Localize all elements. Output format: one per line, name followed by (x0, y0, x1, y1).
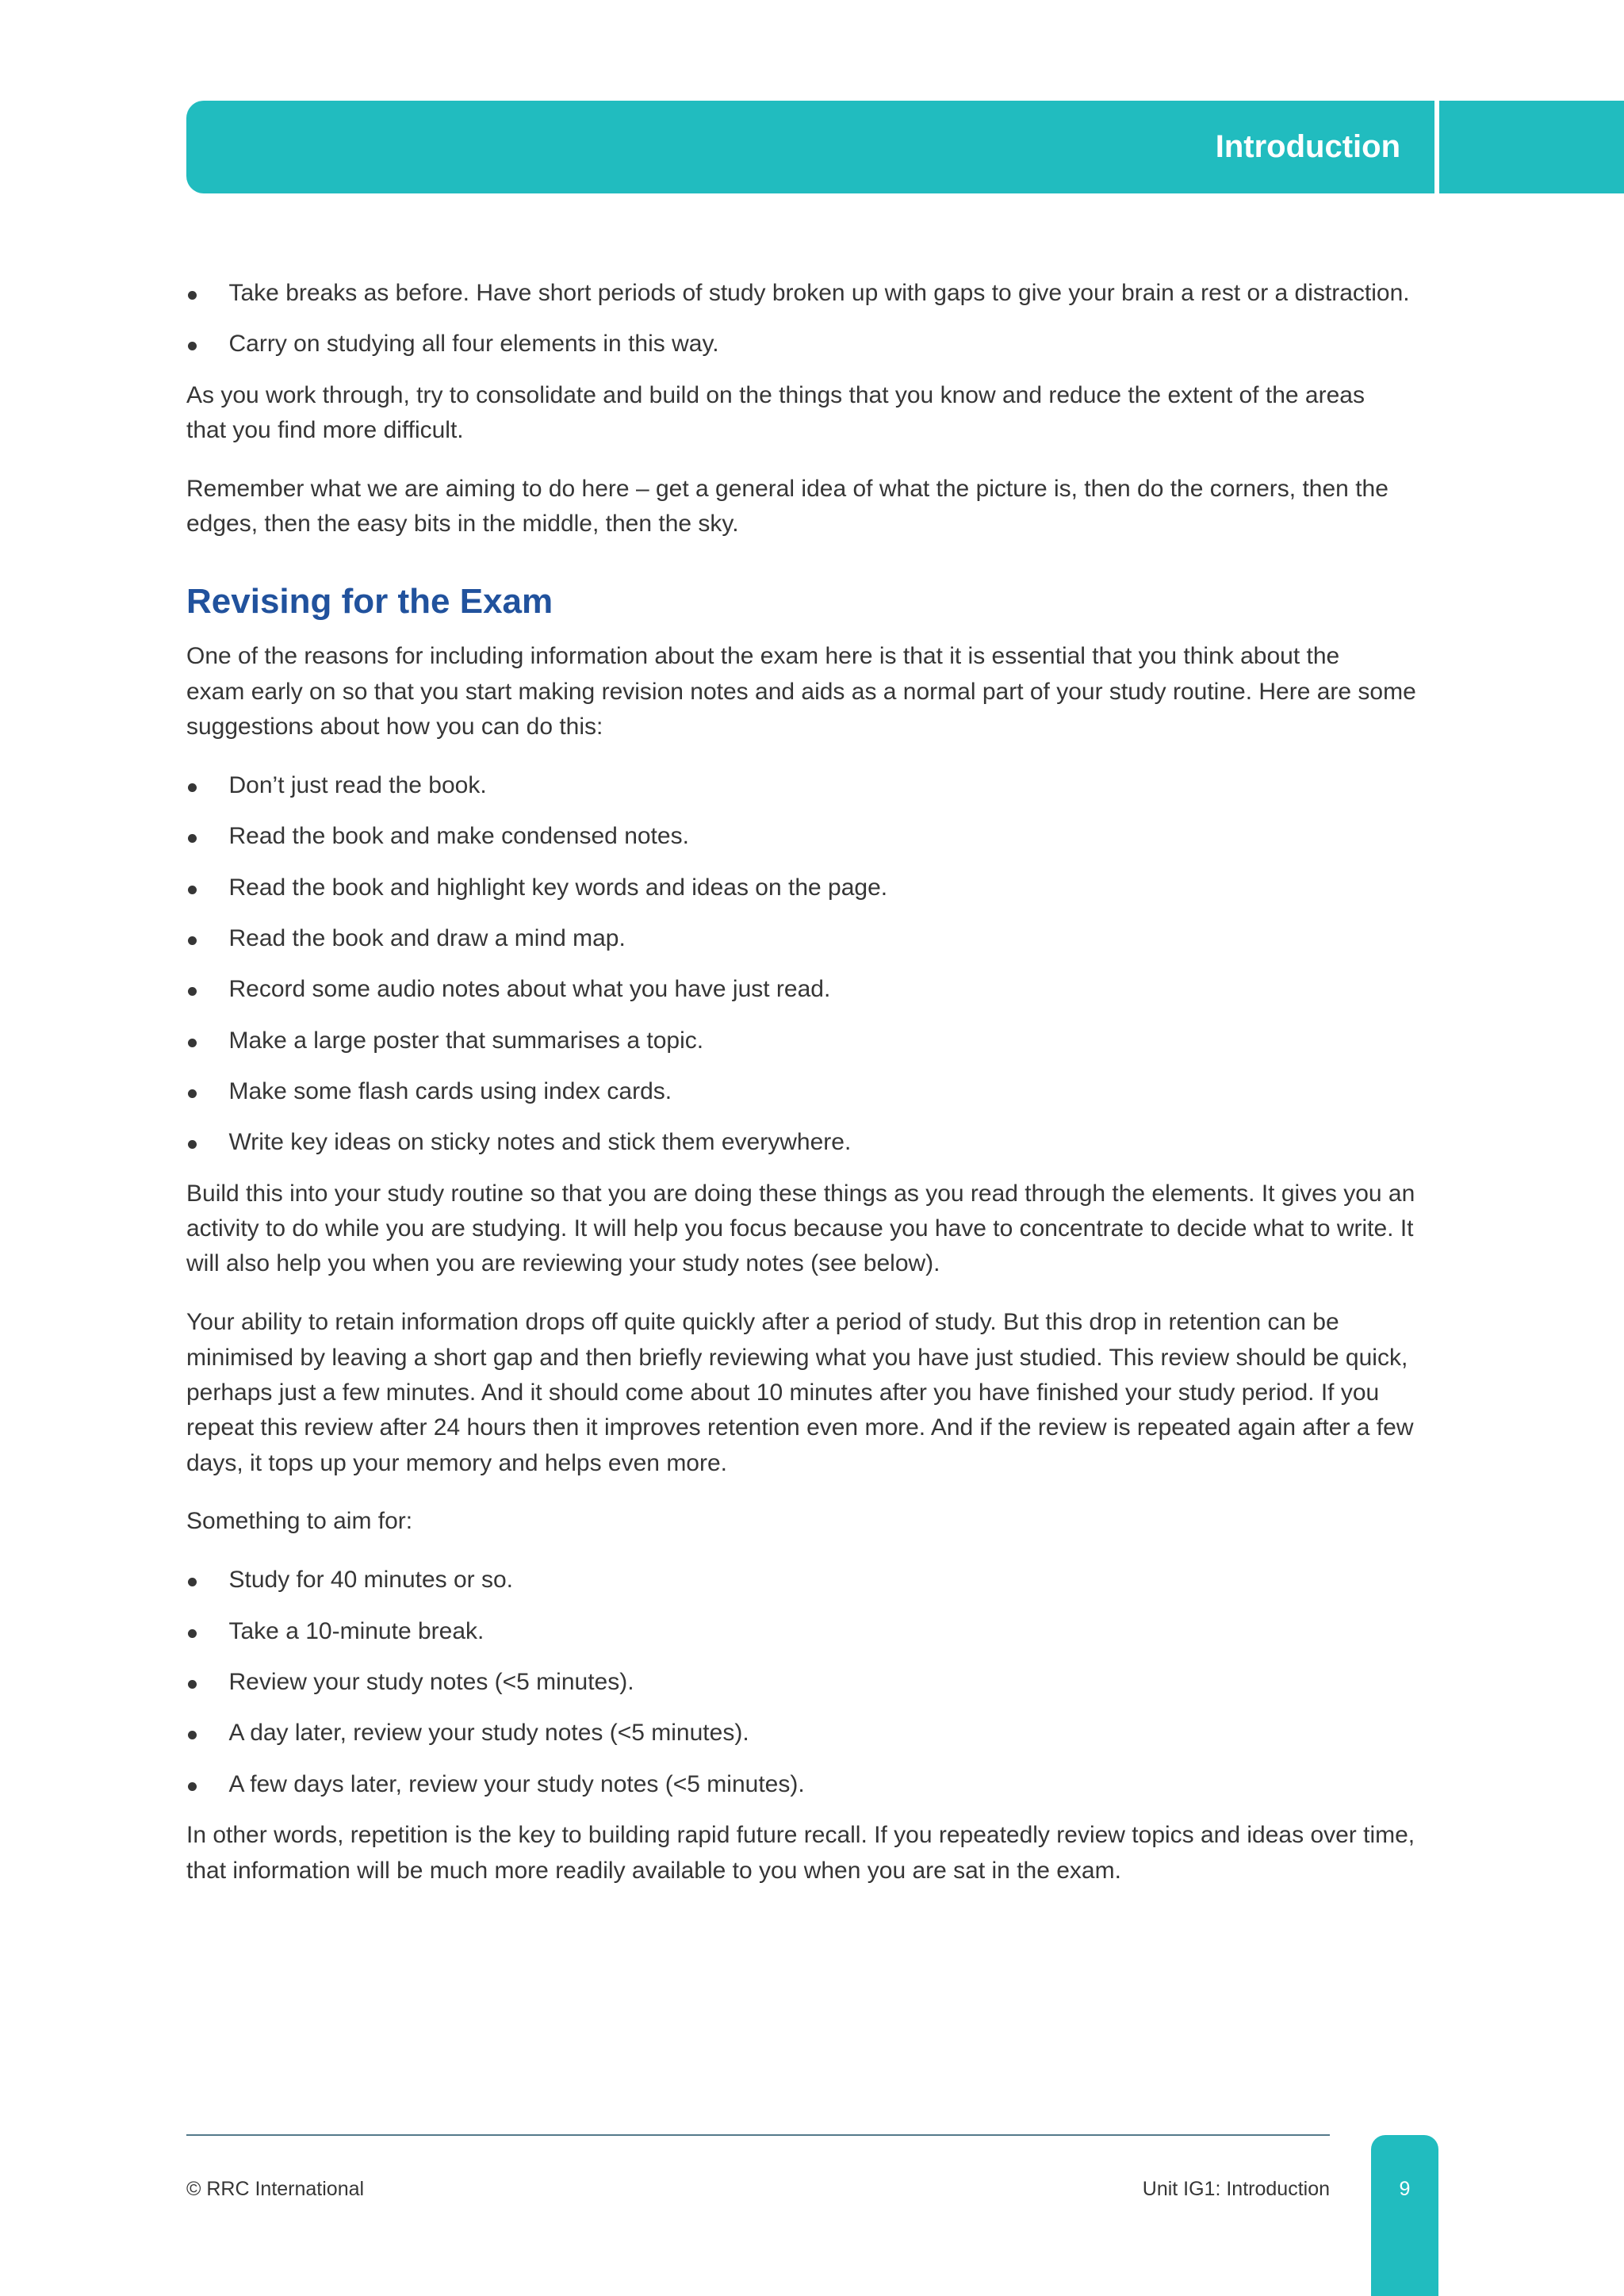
list-item (186, 1563, 1435, 1598)
page-number-tab (1371, 2135, 1438, 2296)
list-item-text: Make a large poster that summarises a topic. (228, 1027, 704, 1054)
list-item-text: Review your study notes (<5 minutes). (228, 1669, 634, 1696)
list-item-text: Read the book and draw a mind map. (228, 924, 626, 951)
list-item (186, 1074, 1435, 1109)
list-item (186, 871, 1435, 905)
unit-label: Unit IG1: Introduction (1142, 2178, 1330, 2200)
bullet-dot-icon (188, 936, 197, 945)
list-item (186, 972, 1435, 1007)
list-item (186, 327, 1435, 362)
list-item (186, 819, 1435, 854)
bullet-dot-icon (188, 1089, 197, 1098)
list-item (186, 1767, 1435, 1802)
consolidate-paragraph: As you work through, try to consolidate and build on the things that you know and reduce the extent of the areas that you find more difficult. (186, 381, 1365, 444)
list-item-text: Take breaks as before. Have short periods of study broken up with gaps to give your brain a rest or a distraction. (228, 280, 1410, 306)
bullet-dot-icon (188, 1578, 197, 1586)
copyright-text: © RRC International (186, 2178, 365, 2200)
list-item (186, 1716, 1435, 1751)
bullet-dot-icon (188, 1782, 197, 1791)
bullet-dot-icon (188, 1731, 197, 1739)
study-schedule-list (186, 1563, 1435, 1802)
exam-intro-paragraph: One of the reasons for including information about the exam here is that it is essential that you think about the exam early on so that you start making revision notes and aids as a normal part of your study routine. Here are some suggestions about how you can do this: (186, 643, 1416, 740)
section-title: Introduction (1215, 129, 1400, 164)
list-item (186, 1665, 1435, 1700)
page-content (186, 276, 1435, 1911)
bullet-dot-icon (188, 783, 197, 792)
section-heading: Revising for the Exam (186, 581, 553, 621)
list-item (186, 921, 1435, 956)
header-bar-extension (1439, 101, 1624, 193)
bullet-dot-icon (188, 1680, 197, 1689)
revision-suggestions-list (186, 768, 1435, 1161)
list-item-text: A few days later, review your study notes (<5 minutes). (228, 1770, 805, 1797)
list-item-text: A day later, review your study notes (<5 minutes). (228, 1720, 749, 1747)
footer-rule (186, 2134, 1330, 2136)
list-item (186, 1024, 1435, 1058)
retention-paragraph: Your ability to retain information drops off quite quickly after a period of study. But this drop in retention can be minimised by leaving a short gap and then briefly reviewing what you have just studied. This review should be quick, perhaps just a few minutes. And it should come about 10 minutes after you have finished your study period. If you repeat this review after 24 hours then it improves retention even more. And if the review is repeated again after a few days, it tops up your memory and helps even more. (186, 1309, 1414, 1476)
bullet-dot-icon (188, 291, 197, 300)
list-item (186, 276, 1435, 311)
bullet-dot-icon (188, 1629, 197, 1638)
bullet-dot-icon (188, 1039, 197, 1047)
study-routine-paragraph: Build this into your study routine so that you are doing these things as you read through the elements. It gives you an activity to do while you are studying. It will help you focus because you have to concentrate to decide what to write. It will also help you when you are reviewing your study notes (see below). (186, 1180, 1415, 1277)
bullet-dot-icon (188, 342, 197, 350)
list-item-text: Take a 10-minute break. (228, 1617, 485, 1644)
bullet-dot-icon (188, 834, 197, 843)
list-item-text: Don’t just read the book. (228, 771, 487, 798)
list-item (186, 1614, 1435, 1649)
page-number: 9 (1399, 2178, 1411, 2200)
bullet-dot-icon (188, 886, 197, 894)
conclusion-paragraph: In other words, repetition is the key to building rapid future recall. If you repeatedly review topics and ideas over time, that information will be much more readily available to you when you are sat in the exam. (186, 1822, 1415, 1884)
remember-paragraph: Remember what we are aiming to do here – get a general idea of what the picture is, then do the corners, then the edges, then the easy bits in the middle, then the sky. (186, 475, 1388, 538)
list-item-text: Study for 40 minutes or so. (228, 1567, 514, 1594)
list-item-text: Read the book and make condensed notes. (228, 823, 689, 850)
list-item (186, 768, 1435, 803)
aim-paragraph: Something to aim for: (186, 1508, 413, 1535)
list-item-text: Carry on studying all four elements in this way. (228, 331, 719, 358)
study-tips-list (186, 276, 1435, 362)
bullet-dot-icon (188, 987, 197, 996)
list-item-text: Make some flash cards using index cards. (228, 1078, 672, 1105)
list-item-text: Record some audio notes about what you have just read. (228, 976, 831, 1003)
list-item-text: Write key ideas on sticky notes and stick them everywhere. (228, 1129, 852, 1156)
bullet-dot-icon (188, 1140, 197, 1149)
header-bar (186, 101, 1434, 193)
list-item-text: Read the book and highlight key words and ideas on the page. (228, 874, 888, 901)
list-item (186, 1125, 1435, 1160)
